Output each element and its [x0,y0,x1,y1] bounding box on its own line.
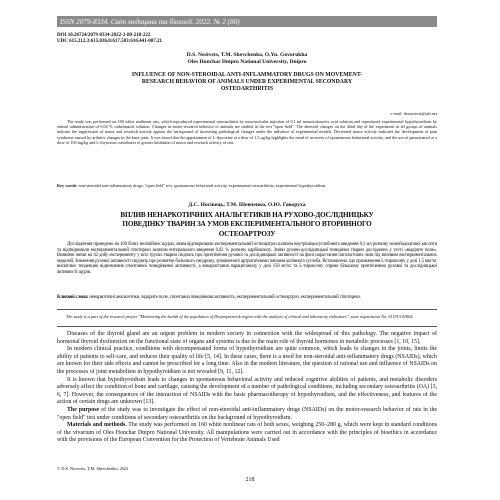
title-ua [57,211,437,239]
purpose-text: of the study was to investigate the effect of non-steroidal anti-inflammatory drugs (NSAIDs) on the motor-research behavior of rats in the "open field" test under conditions of secondary osteoarthritis on the background of hypothyroidism. [57,406,437,421]
keywords-en [57,183,437,188]
authors-en: D.S. Nosivets, T.M. Shevchenko, O.Yu. Govorukha [186,52,308,58]
title-ua-line-3: ОСТЕОАРТРОЗУ [218,229,276,238]
body-paragraph-5 [57,422,437,445]
abstract-ua-text: Дослідження проведено на 160 білих нелінійних щурах, яким відтворювали експериментальний остеоартроз шляхом внутрішньосуглобового введення 0,1 мл розчину монойодоцтової кислоти та відтворювали експериментальний гіпотиреоз шляхом ентерального введення 0,02 % розчину карбімазолу. Змiни рухово-дослідницької поведінки тварин досліджено у тесті «відкрите поле». Виявлені зміни на 42 добу експерименту у всіх групах тварин свідчать про пригнічення рухової та дослідницької активності на фоні наростання патологічних змін під впливом експериментальних моделей. Зниження рухової активності свідчить про розвиток больового синдрому, зумовленого артритичними змінами колінного суглоба. Встановлено, що призначення L-тироксину у дозі 1,5 мкг/кг висвітлює тенденцію відновлення спонтанної поведінкової активності, а використання парацетамолу у дозі 150 мг/кг та L-тироксину сприяє більшому пригніченню рухової та дослідницької активності щурів. [57,242,437,275]
article-body [57,331,437,445]
purpose-lead: The purpose [67,406,100,413]
body-paragraph-3: It is known that hypothyroidism leads to changes in spontaneous behavioral activity and reduced cognitive abilities of patients, and metabolic disorders adversely affect the condition of bone and cartilage, causing the development of a number of pathological conditions, including secondary osteoarthritis (OA) [3, 6, 7]. However, the consequences of the interaction of NSAIDs with the basic pharmacotherapy of hypothyroidism, and the effectiveness, and features of the action of certain drugs are unknown [13]. [57,376,437,406]
methods-text: The study was performed on 160 white nonlinear rats of both sexes, weighing 250–280 g, which were kept in standard conditions of the vivarium of Oles Honchar Dnipro National University. All manipulations were carried out in accordance with the principles of bioethics in accordance with the provisions of the European Convention for the Protection of Vertebrate Animals Used [57,422,437,444]
funding-note: The study is a part of the research project "Monitoring the health of the population of Dnipropetrovsk region with the analysis of clinical and laboratory indicators", state registration No. 0119U101864. [66,314,414,319]
title-en [57,72,437,93]
copyright-note: © D.S. Nosivets, T.M. Shevchenko, 2022 [57,466,129,471]
journal-header-text: ISSN 2079-8334. Світ медицини та біології. 2022. № 2 (80) [60,17,240,26]
title-en-line-3: OSTEOARTHRITIS [220,86,274,92]
abstract-ua [57,242,437,276]
title-ua-line-2: ПОВЕДІНКУ ТВАРИН ЗА УМОВ ЕКСПЕРИМЕНТАЛЬНОГО ВТОРИННОГО [122,220,372,229]
body-paragraph-2: In modern clinical practice, conditions with decompensated forms of hypothyroidism are quite common, which leads to changes in the joints, limits the ability of patients to self-care, and reduces their quality of life [5, 14]. In these cases, there is a need for non-steroidal anti-inflammatory drugs (NSAIDs), which are known for their side effects and cannot be prescribed for a long time. Also in the modern literature, the question of rational use and influence of NSAIDs on the processes of joint metabolism in hypothyroidism is not revealed [9, 11, 12]. [57,346,437,375]
body-paragraph-1: Diseases of the thyroid gland are an urgent problem in modern society in connection with the widespread of this pathology. The negative impact of hormonal thyroid dysfunction on the functional state of organs and systems is due to the main role of thyroid hormones in metabolic processes [1, 10, 15]. [57,331,437,345]
keywords-en-text: non-steroidal anti-inflammatory drugs, "open field" test, spontaneous behavioral activity, experimental osteoarthritis, experimental hypothyroidism. [78,183,327,188]
body-paragraph-4 [57,407,437,422]
divider-top [57,309,437,310]
article-identifiers [57,33,162,46]
divider-bottom [57,326,437,327]
title-en-line-2: RESEARCH BEHAVIOR OF ANIMALS UNDER EXPERIMENTAL SECONDARY [141,79,353,85]
authors-ua: Д.С. Носівець, Т.М. Шевченко, О.Ю. Говоруха [188,202,306,208]
page-number: 218 [245,477,255,483]
title-en-line-1: INFLUENCE OF NON-STEROIDAL ANTI-INFLAMMATORY DRUGS ON MOVEMENT- [131,72,363,78]
journal-header-bar [57,16,437,27]
title-ua-line-1: ВПЛИВ НЕНАРКОТИЧНИХ АНАЛЬГЕТИКІВ НА РУХОВО-ДОСЛІДНИЦЬКУ [120,211,374,219]
doi-line: DOI 10.26724/2079-8334-2022-2-80-218-222 [57,33,151,38]
keywords-ua [57,295,437,301]
keywords-en-label: Key words: [57,183,78,188]
keywords-ua-label: Ключові слова: [57,295,89,300]
authors-en-block [57,52,437,66]
affiliation-en: Oles Honchar Dnipro National University, Dnipro [187,59,307,65]
author-email: e-mail: dsnosivets@ukr.net [390,111,437,116]
udc-line: UDC 615.212.3:615.036.8:617.583:616.441-007.21 [57,39,162,45]
keywords-ua-text: ненаркотичні анальгетики, відкрите поле, спонтанна поведінкова активність, експериментальний остеоартроз, експериментальний гіпотиреоз. [89,295,361,300]
methods-lead: Materials and methods. [67,422,127,429]
abstract-en-text: The study was performed on 160 white nonlinear rats, which reproduced experimental osteoarthritis by intra-articular injection of 0.1 ml monoiodoacetic acid solution and reproduced experimental hypothyroidism by enteral administration of 0.02 % carbimazole solution. Changes in motor-research behavior of animals are studied in the test "open field". The detected changes on the 42nd day of the experiment in all groups of animals indicate the suppression of motor and research activity against the background of increasing pathological changes under the influence of experimental models. Decreased motor activity indicates the development of pain syndrome caused by arthritic changes in the knee joint. It was found that the appointment of L-thyroxine at a dose of 1.5 µg/kg highlights the trend of recovery of spontaneous behavioral activity, and the use of paracetamol at a dose of 150 mg/kg and L-thyroxine contributes to greater inhibition of motor and research activity of rats. [57,119,437,145]
abstract-en [57,119,437,145]
